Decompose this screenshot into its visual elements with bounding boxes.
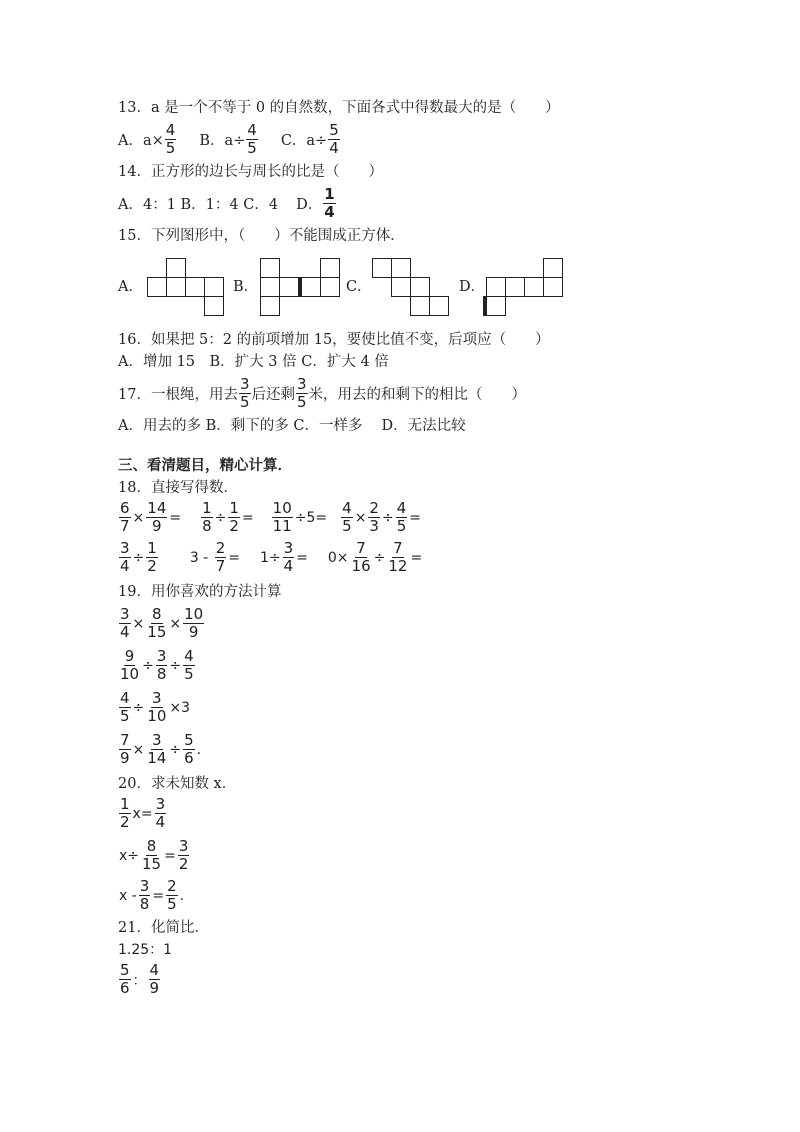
net-cell — [185, 277, 205, 297]
question-13-stem: 13．a 是一个不等于 0 的自然数，下面各式中得数最大的是（ ） — [118, 100, 560, 116]
net-cell — [429, 296, 449, 316]
q17-fraction-left: $\frac{3}{5}$ — [297, 375, 307, 411]
net-b-label: B． — [233, 279, 259, 295]
q13-option-b-label: B．a÷ — [199, 133, 246, 149]
q18-r1-expr-a: $\frac{6}{7}$ × $\frac{14}{9}$ = — [120, 499, 182, 535]
question-18-stem: 18．直接写得数． — [118, 480, 238, 496]
question-16-stem: 16．如果把 5：2 的前项增加 15，要使比值不变，后项应（ ） — [118, 332, 550, 348]
q21-ratio-1: 1.25：1 — [118, 942, 173, 958]
q19-expression-3: $\frac{4}{5}$ ÷ $\frac{3}{10}$ ×3 — [120, 689, 191, 725]
question-14-stem: 14．正方形的边长与周长的比是（ ） — [118, 164, 383, 180]
q19-expression-4: $\frac{7}{9}$ × $\frac{3}{14}$ ÷ $\frac{5}{6}$ . — [120, 731, 202, 767]
net-fold-line — [483, 296, 486, 316]
q19-expression-1: $\frac{3}{4}$ × $\frac{8}{15}$ × $\frac{10}{9}$ — [120, 605, 204, 641]
q13-option-b-fraction: $\frac{4}{5}$ — [247, 121, 257, 157]
net-cell — [279, 277, 299, 297]
net-cell — [372, 258, 392, 278]
q18-r1-expr-d: $\frac{4}{5}$ × $\frac{2}{3}$ ÷ $\frac{4}{5}$ = — [342, 499, 421, 535]
question-17-options: A．用去的多 B．剩下的多 C．一样多 D．无法比较 — [118, 418, 466, 434]
q17-fraction-used: $\frac{3}{5}$ — [239, 375, 250, 411]
net-cell — [505, 277, 525, 297]
net-cell — [260, 277, 280, 297]
net-fold-line — [299, 277, 302, 297]
q18-r1-expr-c: $\frac{10}{11}$ ÷5= — [272, 499, 328, 535]
q19-expression-2: $\frac{9}{10}$ ÷ $\frac{3}{8}$ ÷ $\frac{4}{5}$ — [120, 647, 194, 683]
net-cell — [320, 258, 340, 278]
net-cell — [391, 277, 411, 297]
question-20-stem: 20．求未知数 x． — [118, 776, 237, 792]
net-cell — [486, 296, 506, 316]
net-cell — [410, 296, 430, 316]
q21-ratio-2: $\frac{5}{6}$ ： $\frac{4}{9}$ — [120, 961, 160, 997]
q17-stem-part: 米，用去的和剩下的相比（ ） — [308, 387, 527, 403]
net-cell — [301, 277, 321, 297]
q18-r1-expr-b: $\frac{1}{8}$ ÷ $\frac{1}{2}$ = — [202, 499, 254, 535]
net-cell — [166, 277, 186, 297]
net-cell — [543, 277, 563, 297]
question-21-stem: 21．化简比． — [118, 920, 209, 936]
question-14-options — [118, 186, 337, 221]
question-13-options — [118, 122, 341, 157]
q13-option-c-label: C．a÷ — [280, 133, 328, 149]
net-cell — [410, 277, 430, 297]
q14-options-abc: A．4：1 B．1：4 C．4 — [118, 197, 279, 213]
q17-stem-part: 后还剩 — [251, 387, 295, 403]
net-cell — [260, 296, 280, 316]
net-cell — [204, 296, 224, 316]
q18-row-1 — [118, 500, 422, 535]
q17-stem-part: 17．一根绳，用去 — [118, 387, 238, 403]
q14-option-d-fraction: $\frac{1}{4}$ — [324, 185, 335, 221]
net-d-label: D． — [459, 279, 486, 295]
q20-equation-2: x÷ $\frac{8}{15}$ = $\frac{3}{2}$ — [119, 837, 189, 873]
q18-r2-expr-c: 1÷ $\frac{3}{4}$ = — [259, 539, 308, 575]
q13-option-a-fraction: $\frac{4}{5}$ — [165, 121, 176, 157]
q20-equation-3: x - $\frac{3}{8}$ = $\frac{2}{5}$ . — [119, 877, 185, 913]
net-c-label: C． — [346, 279, 372, 295]
net-cell — [204, 277, 224, 297]
net-a-label: A． — [118, 279, 143, 295]
net-cell — [260, 258, 280, 278]
net-cell — [147, 277, 167, 297]
q18-r2-expr-b: 3 - $\frac{2}{7}$ = — [189, 539, 240, 575]
net-cell — [486, 277, 506, 297]
question-19-stem: 19．用你喜欢的方法计算 — [118, 584, 282, 600]
q18-r2-expr-a: $\frac{3}{4}$ ÷ $\frac{1}{2}$ — [120, 539, 157, 575]
q14-option-d-label: D． — [296, 197, 323, 213]
question-17-stem — [118, 376, 526, 411]
question-15-stem: 15．下列图形中，（ ）不能围成正方体． — [118, 228, 405, 244]
net-cell — [524, 277, 544, 297]
q20-equation-1: $\frac{1}{2}$ x= $\frac{3}{4}$ — [120, 795, 166, 831]
q13-option-a-label: A．a× — [118, 133, 164, 149]
net-cell — [166, 258, 186, 278]
q13-option-c-fraction: $\frac{5}{4}$ — [329, 121, 339, 157]
q18-r2-expr-d: 0× $\frac{7}{16}$ ÷ $\frac{7}{12}$ = — [327, 539, 423, 575]
net-cell — [320, 277, 340, 297]
question-16-options: A．增加 15 B．扩大 3 倍 C．扩大 4 倍 — [118, 354, 389, 370]
q18-row-2 — [118, 540, 423, 575]
net-cell — [543, 258, 563, 278]
section-3-title: 三、看清题目，精心计算． — [118, 457, 292, 474]
net-cell — [391, 258, 411, 278]
